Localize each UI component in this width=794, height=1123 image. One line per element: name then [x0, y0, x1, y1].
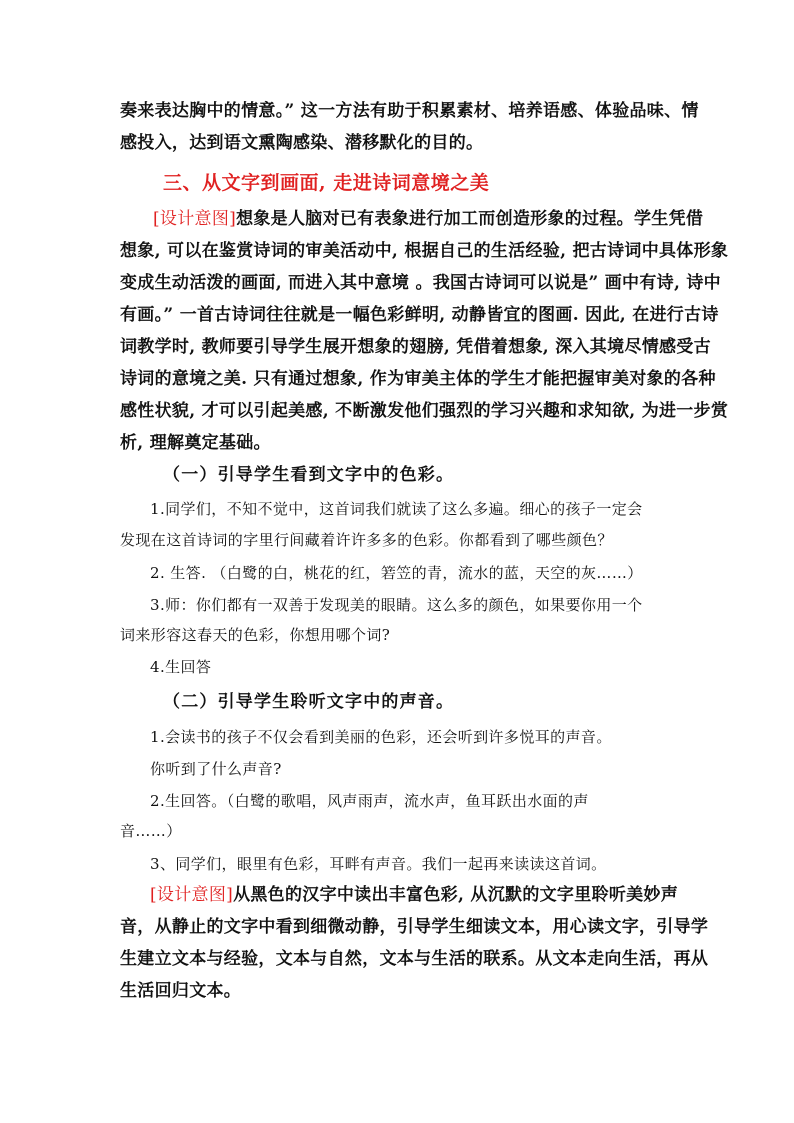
list-item-continuation: 词来形容这春天的色彩，你想用哪个词? [120, 626, 391, 644]
list-item: 3、同学们，眼里有色彩，耳畔有声音。我们一起再来读读这首词。 [150, 855, 607, 873]
list-item-continuation: 音……） [120, 822, 182, 840]
paragraph-text: 从黑色的汉字中读出丰富色彩, 从沉默的文字里聆听美妙声 [233, 885, 679, 905]
list-item-continuation: 你听到了什么声音? [150, 760, 282, 778]
paragraph-line: 音，从静止的文字中看到细微动静，引导学生细读文本，用心读文字，引导学 [120, 917, 709, 937]
paragraph-line: 有画。” 一首古诗词往往就是一幅色彩鲜明, 动静皆宜的图画. 因此, 在进行古诗 [120, 305, 719, 325]
paragraph-line: 生活回归文本。 [120, 981, 242, 1001]
paragraph-line: 诗词的意境之美. 只有通过想象, 作为审美主体的学生才能把握审美对象的各种 [120, 369, 716, 389]
list-item: 1.会读书的孩子不仅会看到美丽的色彩，还会听到许多悦耳的声音。 [150, 728, 612, 746]
design-intent-line [150, 887, 678, 904]
paragraph-line: 词教学时, 教师要引导学生展开想象的翅膀, 凭借着想象, 深入其境尽情感受古 [120, 337, 711, 357]
subsection-heading: （二）引导学生聆听文字中的声音。 [163, 692, 455, 712]
list-item: 2. 生答. （白鹭的白，桃花的红，箬笠的青，流水的蓝，天空的灰……） [150, 564, 643, 582]
list-item: 3.师：你们都有一双善于发现美的眼睛。这么多的颜色，如果要你用一个 [150, 596, 643, 614]
paragraph-line: 生建立文本与经验，文本与自然，文本与生活的联系。从文本走向生活，再从 [120, 949, 709, 969]
paragraph-line: 感投入，达到语文熏陶感染、潜移默化的目的。 [120, 133, 484, 153]
list-item: 1.同学们，不知不觉中，这首词我们就读了这么多遍。细心的孩子一定会 [150, 500, 643, 518]
list-item: 2.生回答。（白鹭的歌唱，风声雨声，流水声，鱼耳跃出水面的声 [150, 792, 589, 810]
paragraph-text: 想象是人脑对已有表象进行加工而创造形象的过程。学生凭借 [236, 209, 704, 229]
list-item: 4.生回答 [150, 658, 212, 676]
design-intent-line [153, 211, 703, 228]
paragraph-line: 变成生动活泼的画面, 而进入其中意境 。我国古诗词可以说是” 画中有诗, 诗中 [120, 273, 721, 293]
paragraph-line: 想象, 可以在鉴赏诗词的审美活动中, 根据自己的生活经验, 把古诗词中具体形象 [120, 241, 729, 261]
subsection-heading: （一）引导学生看到文字中的色彩。 [163, 465, 455, 485]
paragraph-line: 析, 理解奠定基础。 [120, 433, 271, 453]
design-intent-tag: [设计意图] [150, 885, 234, 905]
design-intent-tag: [设计意图] [153, 209, 237, 229]
section-heading: 三、从文字到画面, 走进诗词意境之美 [163, 172, 490, 194]
list-item-continuation: 发现在这首诗词的字里行间藏着许许多多的色彩。你都看到了哪些颜色？ [120, 531, 613, 549]
paragraph-line: 奏来表达胸中的情意。” 这一方法有助于积累素材、培养语感、体验品味、情 [120, 101, 699, 121]
paragraph-line: 感性状貌, 才可以引起美感, 不断激发他们强烈的学习兴趣和求知欲, 为进一步赏 [120, 401, 729, 421]
